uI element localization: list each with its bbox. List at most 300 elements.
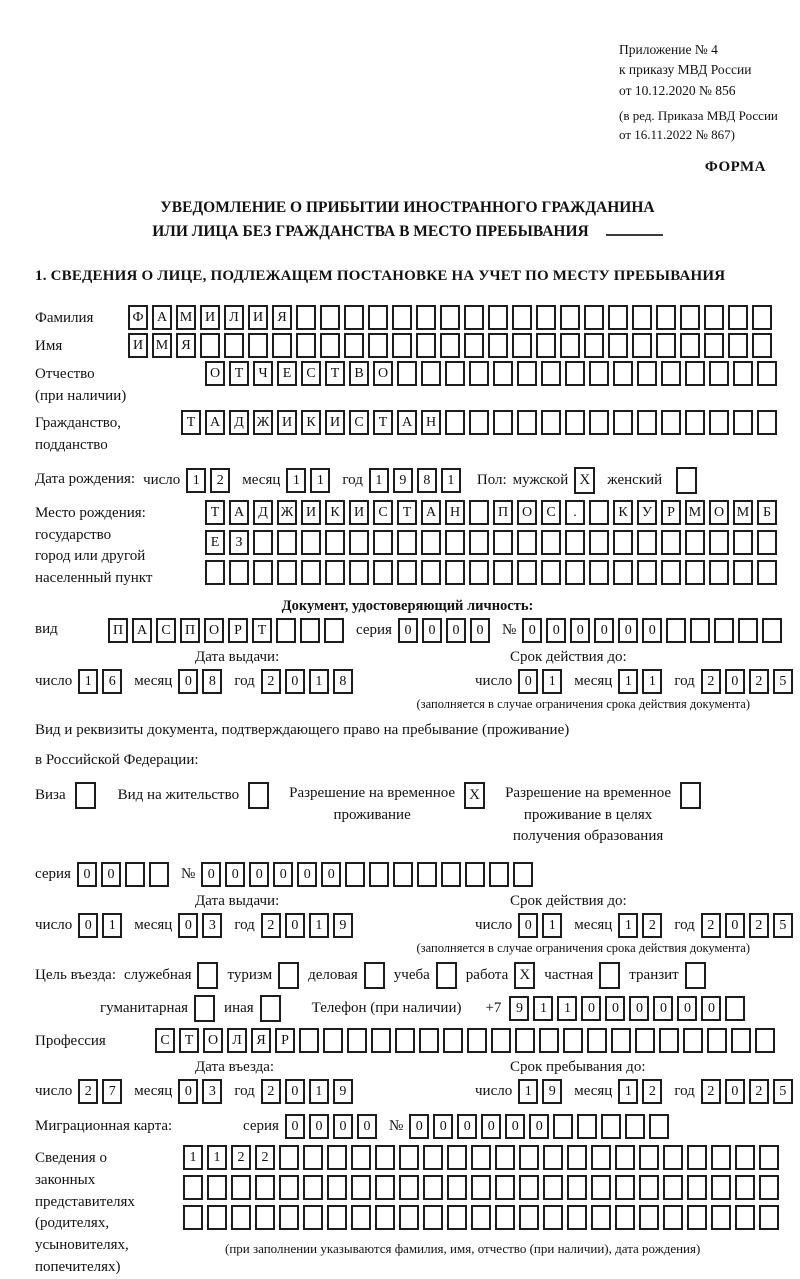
char-cell[interactable] bbox=[397, 530, 417, 555]
char-cell[interactable]: М bbox=[176, 305, 196, 330]
char-cell[interactable] bbox=[759, 1175, 779, 1200]
char-cell[interactable] bbox=[541, 410, 561, 435]
char-cell[interactable] bbox=[513, 862, 533, 887]
char-cell[interactable] bbox=[423, 1175, 443, 1200]
char-cell[interactable]: 8 bbox=[333, 669, 353, 694]
char-cell[interactable] bbox=[299, 1028, 319, 1053]
char-cell[interactable] bbox=[661, 560, 681, 585]
char-cell[interactable]: Я bbox=[176, 333, 196, 358]
char-cell[interactable]: О bbox=[203, 1028, 223, 1053]
char-cell[interactable] bbox=[495, 1175, 515, 1200]
char-cell[interactable] bbox=[469, 500, 489, 525]
char-cell[interactable]: 2 bbox=[749, 913, 769, 938]
char-cell[interactable]: 0 bbox=[178, 913, 198, 938]
char-cell[interactable]: Т bbox=[325, 361, 345, 386]
char-cell[interactable] bbox=[589, 410, 609, 435]
char-cell[interactable] bbox=[543, 1175, 563, 1200]
char-cell[interactable] bbox=[423, 1145, 443, 1170]
char-cell[interactable] bbox=[757, 530, 777, 555]
char-cell[interactable]: О bbox=[517, 500, 537, 525]
char-cell[interactable] bbox=[512, 305, 532, 330]
char-cell[interactable]: О bbox=[205, 361, 225, 386]
char-cell[interactable]: К bbox=[613, 500, 633, 525]
char-cell[interactable] bbox=[465, 862, 485, 887]
char-cell[interactable] bbox=[685, 410, 705, 435]
char-cell[interactable]: 0 bbox=[178, 669, 198, 694]
char-cell[interactable]: 0 bbox=[178, 1079, 198, 1104]
char-cell[interactable]: 2 bbox=[261, 669, 281, 694]
char-cell[interactable] bbox=[711, 1205, 731, 1230]
char-cell[interactable] bbox=[325, 560, 345, 585]
char-cell[interactable] bbox=[541, 560, 561, 585]
char-cell[interactable]: Н bbox=[445, 500, 465, 525]
char-cell[interactable]: 1 bbox=[542, 669, 562, 694]
char-cell[interactable]: Л bbox=[227, 1028, 247, 1053]
char-cell[interactable]: 0 bbox=[285, 1114, 305, 1139]
char-cell[interactable] bbox=[637, 410, 657, 435]
char-cell[interactable] bbox=[447, 1205, 467, 1230]
char-cell[interactable] bbox=[445, 530, 465, 555]
char-cell[interactable]: 0 bbox=[470, 618, 490, 643]
char-cell[interactable] bbox=[423, 1205, 443, 1230]
char-cell[interactable]: Н bbox=[421, 410, 441, 435]
char-cell[interactable]: Т bbox=[373, 410, 393, 435]
char-cell[interactable]: Т bbox=[229, 361, 249, 386]
char-cell[interactable] bbox=[395, 1028, 415, 1053]
char-cell[interactable] bbox=[183, 1175, 203, 1200]
char-cell[interactable] bbox=[443, 1028, 463, 1053]
char-cell[interactable] bbox=[517, 560, 537, 585]
char-cell[interactable]: Л bbox=[224, 305, 244, 330]
char-cell[interactable] bbox=[371, 1028, 391, 1053]
char-cell[interactable]: 0 bbox=[457, 1114, 477, 1139]
char-cell[interactable] bbox=[351, 1205, 371, 1230]
char-cell[interactable] bbox=[714, 618, 734, 643]
char-cell[interactable] bbox=[625, 1114, 645, 1139]
char-cell[interactable]: Т bbox=[397, 500, 417, 525]
char-cell[interactable] bbox=[493, 530, 513, 555]
char-cell[interactable] bbox=[320, 305, 340, 330]
char-cell[interactable]: 0 bbox=[518, 913, 538, 938]
char-cell[interactable] bbox=[469, 560, 489, 585]
char-cell[interactable]: 0 bbox=[273, 862, 293, 887]
char-cell[interactable] bbox=[345, 862, 365, 887]
char-cell[interactable] bbox=[613, 530, 633, 555]
purpose-option-checkbox[interactable] bbox=[194, 995, 215, 1022]
char-cell[interactable] bbox=[416, 333, 436, 358]
char-cell[interactable] bbox=[731, 1028, 751, 1053]
char-cell[interactable]: Е bbox=[277, 361, 297, 386]
char-cell[interactable] bbox=[447, 1175, 467, 1200]
char-cell[interactable] bbox=[553, 1114, 573, 1139]
char-cell[interactable] bbox=[661, 410, 681, 435]
char-cell[interactable] bbox=[373, 560, 393, 585]
char-cell[interactable]: 9 bbox=[393, 468, 413, 493]
purpose-option-checkbox[interactable] bbox=[260, 995, 281, 1022]
char-cell[interactable]: 1 bbox=[286, 468, 306, 493]
char-cell[interactable]: А bbox=[229, 500, 249, 525]
char-cell[interactable] bbox=[493, 560, 513, 585]
char-cell[interactable] bbox=[489, 862, 509, 887]
char-cell[interactable]: 0 bbox=[285, 1079, 305, 1104]
char-cell[interactable]: 0 bbox=[481, 1114, 501, 1139]
char-cell[interactable]: 1 bbox=[309, 1079, 329, 1104]
char-cell[interactable] bbox=[541, 530, 561, 555]
char-cell[interactable] bbox=[351, 1175, 371, 1200]
char-cell[interactable] bbox=[709, 410, 729, 435]
char-cell[interactable]: 2 bbox=[701, 1079, 721, 1104]
char-cell[interactable]: 0 bbox=[101, 862, 121, 887]
char-cell[interactable] bbox=[517, 361, 537, 386]
char-cell[interactable] bbox=[517, 530, 537, 555]
char-cell[interactable]: 0 bbox=[570, 618, 590, 643]
char-cell[interactable] bbox=[392, 333, 412, 358]
char-cell[interactable] bbox=[615, 1175, 635, 1200]
char-cell[interactable]: К bbox=[325, 500, 345, 525]
char-cell[interactable] bbox=[565, 361, 585, 386]
char-cell[interactable]: 2 bbox=[701, 913, 721, 938]
char-cell[interactable] bbox=[663, 1145, 683, 1170]
char-cell[interactable]: А bbox=[132, 618, 152, 643]
char-cell[interactable] bbox=[517, 410, 537, 435]
char-cell[interactable]: 0 bbox=[518, 669, 538, 694]
char-cell[interactable]: И bbox=[128, 333, 148, 358]
char-cell[interactable] bbox=[565, 560, 585, 585]
char-cell[interactable] bbox=[707, 1028, 727, 1053]
char-cell[interactable]: 2 bbox=[642, 913, 662, 938]
char-cell[interactable]: 1 bbox=[309, 669, 329, 694]
char-cell[interactable]: 2 bbox=[261, 913, 281, 938]
char-cell[interactable] bbox=[637, 361, 657, 386]
char-cell[interactable]: Р bbox=[228, 618, 248, 643]
char-cell[interactable]: Т bbox=[205, 500, 225, 525]
char-cell[interactable] bbox=[421, 361, 441, 386]
char-cell[interactable] bbox=[325, 530, 345, 555]
char-cell[interactable] bbox=[296, 333, 316, 358]
char-cell[interactable] bbox=[149, 862, 169, 887]
char-cell[interactable] bbox=[344, 305, 364, 330]
char-cell[interactable]: 2 bbox=[749, 669, 769, 694]
char-cell[interactable] bbox=[368, 333, 388, 358]
char-cell[interactable] bbox=[711, 1145, 731, 1170]
char-cell[interactable]: 1 bbox=[310, 468, 330, 493]
char-cell[interactable]: 9 bbox=[509, 996, 529, 1021]
char-cell[interactable] bbox=[440, 305, 460, 330]
char-cell[interactable] bbox=[347, 1028, 367, 1053]
char-cell[interactable]: Я bbox=[272, 305, 292, 330]
char-cell[interactable] bbox=[601, 1114, 621, 1139]
char-cell[interactable] bbox=[565, 530, 585, 555]
char-cell[interactable] bbox=[728, 333, 748, 358]
char-cell[interactable]: 1 bbox=[618, 1079, 638, 1104]
char-cell[interactable]: 2 bbox=[261, 1079, 281, 1104]
char-cell[interactable] bbox=[577, 1114, 597, 1139]
char-cell[interactable] bbox=[207, 1205, 227, 1230]
char-cell[interactable] bbox=[543, 1145, 563, 1170]
char-cell[interactable] bbox=[591, 1205, 611, 1230]
char-cell[interactable] bbox=[495, 1205, 515, 1230]
char-cell[interactable] bbox=[637, 560, 657, 585]
char-cell[interactable]: М bbox=[152, 333, 172, 358]
char-cell[interactable] bbox=[519, 1145, 539, 1170]
char-cell[interactable] bbox=[488, 305, 508, 330]
char-cell[interactable]: 0 bbox=[581, 996, 601, 1021]
char-cell[interactable]: Ч bbox=[253, 361, 273, 386]
char-cell[interactable]: 1 bbox=[618, 913, 638, 938]
purpose-option-checkbox[interactable] bbox=[197, 962, 218, 989]
char-cell[interactable] bbox=[447, 1145, 467, 1170]
char-cell[interactable] bbox=[488, 333, 508, 358]
char-cell[interactable] bbox=[397, 560, 417, 585]
char-cell[interactable]: М bbox=[733, 500, 753, 525]
char-cell[interactable]: 2 bbox=[701, 669, 721, 694]
char-cell[interactable] bbox=[399, 1145, 419, 1170]
char-cell[interactable] bbox=[512, 333, 532, 358]
char-cell[interactable] bbox=[755, 1028, 775, 1053]
option-temp-residence-education-checkbox[interactable] bbox=[680, 782, 701, 809]
char-cell[interactable] bbox=[303, 1205, 323, 1230]
char-cell[interactable] bbox=[205, 560, 225, 585]
char-cell[interactable] bbox=[591, 1175, 611, 1200]
char-cell[interactable] bbox=[469, 361, 489, 386]
char-cell[interactable]: 0 bbox=[594, 618, 614, 643]
char-cell[interactable]: 0 bbox=[249, 862, 269, 887]
char-cell[interactable]: И bbox=[277, 410, 297, 435]
char-cell[interactable] bbox=[417, 862, 437, 887]
char-cell[interactable]: 0 bbox=[409, 1114, 429, 1139]
char-cell[interactable] bbox=[324, 618, 344, 643]
char-cell[interactable] bbox=[495, 1145, 515, 1170]
char-cell[interactable] bbox=[637, 530, 657, 555]
char-cell[interactable]: 7 bbox=[102, 1079, 122, 1104]
char-cell[interactable]: 0 bbox=[546, 618, 566, 643]
char-cell[interactable]: 0 bbox=[725, 669, 745, 694]
char-cell[interactable] bbox=[666, 618, 686, 643]
char-cell[interactable]: 0 bbox=[201, 862, 221, 887]
char-cell[interactable]: Р bbox=[275, 1028, 295, 1053]
char-cell[interactable]: Я bbox=[251, 1028, 271, 1053]
char-cell[interactable] bbox=[471, 1145, 491, 1170]
char-cell[interactable] bbox=[515, 1028, 535, 1053]
char-cell[interactable] bbox=[639, 1175, 659, 1200]
char-cell[interactable]: Б bbox=[757, 500, 777, 525]
char-cell[interactable] bbox=[711, 1175, 731, 1200]
char-cell[interactable] bbox=[735, 1175, 755, 1200]
char-cell[interactable]: 0 bbox=[78, 913, 98, 938]
char-cell[interactable] bbox=[635, 1028, 655, 1053]
char-cell[interactable] bbox=[591, 1145, 611, 1170]
char-cell[interactable] bbox=[733, 530, 753, 555]
char-cell[interactable] bbox=[300, 618, 320, 643]
char-cell[interactable]: Т bbox=[179, 1028, 199, 1053]
char-cell[interactable] bbox=[469, 530, 489, 555]
char-cell[interactable] bbox=[687, 1205, 707, 1230]
char-cell[interactable] bbox=[277, 530, 297, 555]
purpose-option-checkbox[interactable] bbox=[599, 962, 620, 989]
char-cell[interactable] bbox=[709, 361, 729, 386]
char-cell[interactable]: 2 bbox=[642, 1079, 662, 1104]
char-cell[interactable] bbox=[320, 333, 340, 358]
char-cell[interactable]: О bbox=[709, 500, 729, 525]
char-cell[interactable]: 0 bbox=[285, 669, 305, 694]
char-cell[interactable] bbox=[467, 1028, 487, 1053]
char-cell[interactable] bbox=[301, 560, 321, 585]
char-cell[interactable] bbox=[608, 333, 628, 358]
char-cell[interactable]: 1 bbox=[441, 468, 461, 493]
char-cell[interactable]: 5 bbox=[773, 913, 793, 938]
purpose-option-checkbox[interactable] bbox=[436, 962, 457, 989]
char-cell[interactable]: А bbox=[152, 305, 172, 330]
char-cell[interactable]: З bbox=[229, 530, 249, 555]
char-cell[interactable] bbox=[231, 1175, 251, 1200]
char-cell[interactable] bbox=[759, 1145, 779, 1170]
char-cell[interactable] bbox=[373, 530, 393, 555]
char-cell[interactable] bbox=[183, 1205, 203, 1230]
char-cell[interactable] bbox=[762, 618, 782, 643]
char-cell[interactable]: О bbox=[204, 618, 224, 643]
char-cell[interactable]: 0 bbox=[309, 1114, 329, 1139]
char-cell[interactable]: 0 bbox=[701, 996, 721, 1021]
char-cell[interactable] bbox=[419, 1028, 439, 1053]
char-cell[interactable] bbox=[541, 361, 561, 386]
char-cell[interactable] bbox=[735, 1145, 755, 1170]
char-cell[interactable]: 9 bbox=[333, 913, 353, 938]
char-cell[interactable] bbox=[685, 530, 705, 555]
char-cell[interactable]: 0 bbox=[629, 996, 649, 1021]
char-cell[interactable] bbox=[613, 410, 633, 435]
char-cell[interactable]: 0 bbox=[321, 862, 341, 887]
char-cell[interactable]: Д bbox=[253, 500, 273, 525]
char-cell[interactable] bbox=[728, 305, 748, 330]
char-cell[interactable] bbox=[608, 305, 628, 330]
char-cell[interactable] bbox=[632, 305, 652, 330]
option-temp-residence-checkbox[interactable]: X bbox=[464, 782, 485, 809]
char-cell[interactable] bbox=[632, 333, 652, 358]
char-cell[interactable] bbox=[303, 1145, 323, 1170]
char-cell[interactable] bbox=[344, 333, 364, 358]
char-cell[interactable] bbox=[543, 1205, 563, 1230]
char-cell[interactable] bbox=[656, 333, 676, 358]
char-cell[interactable] bbox=[680, 333, 700, 358]
char-cell[interactable]: М bbox=[685, 500, 705, 525]
char-cell[interactable] bbox=[704, 305, 724, 330]
char-cell[interactable] bbox=[399, 1175, 419, 1200]
char-cell[interactable]: 1 bbox=[186, 468, 206, 493]
char-cell[interactable] bbox=[757, 410, 777, 435]
purpose-option-checkbox[interactable] bbox=[364, 962, 385, 989]
char-cell[interactable] bbox=[491, 1028, 511, 1053]
char-cell[interactable]: 0 bbox=[653, 996, 673, 1021]
char-cell[interactable] bbox=[656, 305, 676, 330]
char-cell[interactable] bbox=[323, 1028, 343, 1053]
char-cell[interactable] bbox=[584, 333, 604, 358]
char-cell[interactable]: 5 bbox=[773, 669, 793, 694]
option-residence-permit-checkbox[interactable] bbox=[248, 782, 269, 809]
char-cell[interactable]: С bbox=[301, 361, 321, 386]
char-cell[interactable] bbox=[248, 333, 268, 358]
char-cell[interactable]: 0 bbox=[642, 618, 662, 643]
char-cell[interactable] bbox=[296, 305, 316, 330]
char-cell[interactable] bbox=[685, 560, 705, 585]
char-cell[interactable] bbox=[351, 1145, 371, 1170]
char-cell[interactable] bbox=[416, 305, 436, 330]
char-cell[interactable] bbox=[589, 560, 609, 585]
char-cell[interactable] bbox=[685, 361, 705, 386]
char-cell[interactable]: 6 bbox=[102, 669, 122, 694]
sex-male-checkbox[interactable]: X bbox=[574, 467, 595, 494]
char-cell[interactable]: Ж bbox=[253, 410, 273, 435]
title-blank-underline[interactable] bbox=[606, 222, 663, 236]
char-cell[interactable] bbox=[539, 1028, 559, 1053]
char-cell[interactable] bbox=[440, 333, 460, 358]
char-cell[interactable] bbox=[733, 560, 753, 585]
char-cell[interactable] bbox=[471, 1175, 491, 1200]
char-cell[interactable] bbox=[738, 618, 758, 643]
char-cell[interactable] bbox=[277, 560, 297, 585]
char-cell[interactable]: П bbox=[108, 618, 128, 643]
char-cell[interactable]: 0 bbox=[505, 1114, 525, 1139]
purpose-option-checkbox[interactable] bbox=[278, 962, 299, 989]
char-cell[interactable]: С bbox=[156, 618, 176, 643]
char-cell[interactable]: И bbox=[325, 410, 345, 435]
char-cell[interactable] bbox=[207, 1175, 227, 1200]
char-cell[interactable]: 1 bbox=[542, 913, 562, 938]
char-cell[interactable] bbox=[613, 361, 633, 386]
char-cell[interactable] bbox=[567, 1175, 587, 1200]
char-cell[interactable] bbox=[279, 1205, 299, 1230]
char-cell[interactable]: 0 bbox=[522, 618, 542, 643]
char-cell[interactable] bbox=[375, 1145, 395, 1170]
char-cell[interactable] bbox=[709, 560, 729, 585]
char-cell[interactable] bbox=[536, 333, 556, 358]
char-cell[interactable]: 0 bbox=[446, 618, 466, 643]
char-cell[interactable]: 5 bbox=[773, 1079, 793, 1104]
char-cell[interactable]: 1 bbox=[557, 996, 577, 1021]
char-cell[interactable] bbox=[589, 500, 609, 525]
char-cell[interactable] bbox=[613, 560, 633, 585]
char-cell[interactable] bbox=[229, 560, 249, 585]
char-cell[interactable] bbox=[392, 305, 412, 330]
char-cell[interactable] bbox=[349, 530, 369, 555]
char-cell[interactable] bbox=[725, 996, 745, 1021]
char-cell[interactable] bbox=[683, 1028, 703, 1053]
char-cell[interactable] bbox=[663, 1175, 683, 1200]
char-cell[interactable]: 0 bbox=[357, 1114, 377, 1139]
char-cell[interactable] bbox=[687, 1145, 707, 1170]
char-cell[interactable] bbox=[663, 1205, 683, 1230]
char-cell[interactable]: Ж bbox=[277, 500, 297, 525]
char-cell[interactable] bbox=[469, 410, 489, 435]
char-cell[interactable]: И bbox=[248, 305, 268, 330]
char-cell[interactable] bbox=[661, 361, 681, 386]
char-cell[interactable]: Т bbox=[252, 618, 272, 643]
char-cell[interactable]: С bbox=[155, 1028, 175, 1053]
char-cell[interactable] bbox=[680, 305, 700, 330]
char-cell[interactable]: 1 bbox=[369, 468, 389, 493]
char-cell[interactable] bbox=[709, 530, 729, 555]
char-cell[interactable]: 0 bbox=[725, 913, 745, 938]
char-cell[interactable]: 1 bbox=[533, 996, 553, 1021]
char-cell[interactable] bbox=[735, 1205, 755, 1230]
char-cell[interactable]: А bbox=[421, 500, 441, 525]
char-cell[interactable] bbox=[327, 1205, 347, 1230]
char-cell[interactable]: 2 bbox=[210, 468, 230, 493]
char-cell[interactable]: В bbox=[349, 361, 369, 386]
char-cell[interactable] bbox=[519, 1205, 539, 1230]
char-cell[interactable] bbox=[567, 1145, 587, 1170]
char-cell[interactable] bbox=[253, 560, 273, 585]
char-cell[interactable]: 8 bbox=[202, 669, 222, 694]
